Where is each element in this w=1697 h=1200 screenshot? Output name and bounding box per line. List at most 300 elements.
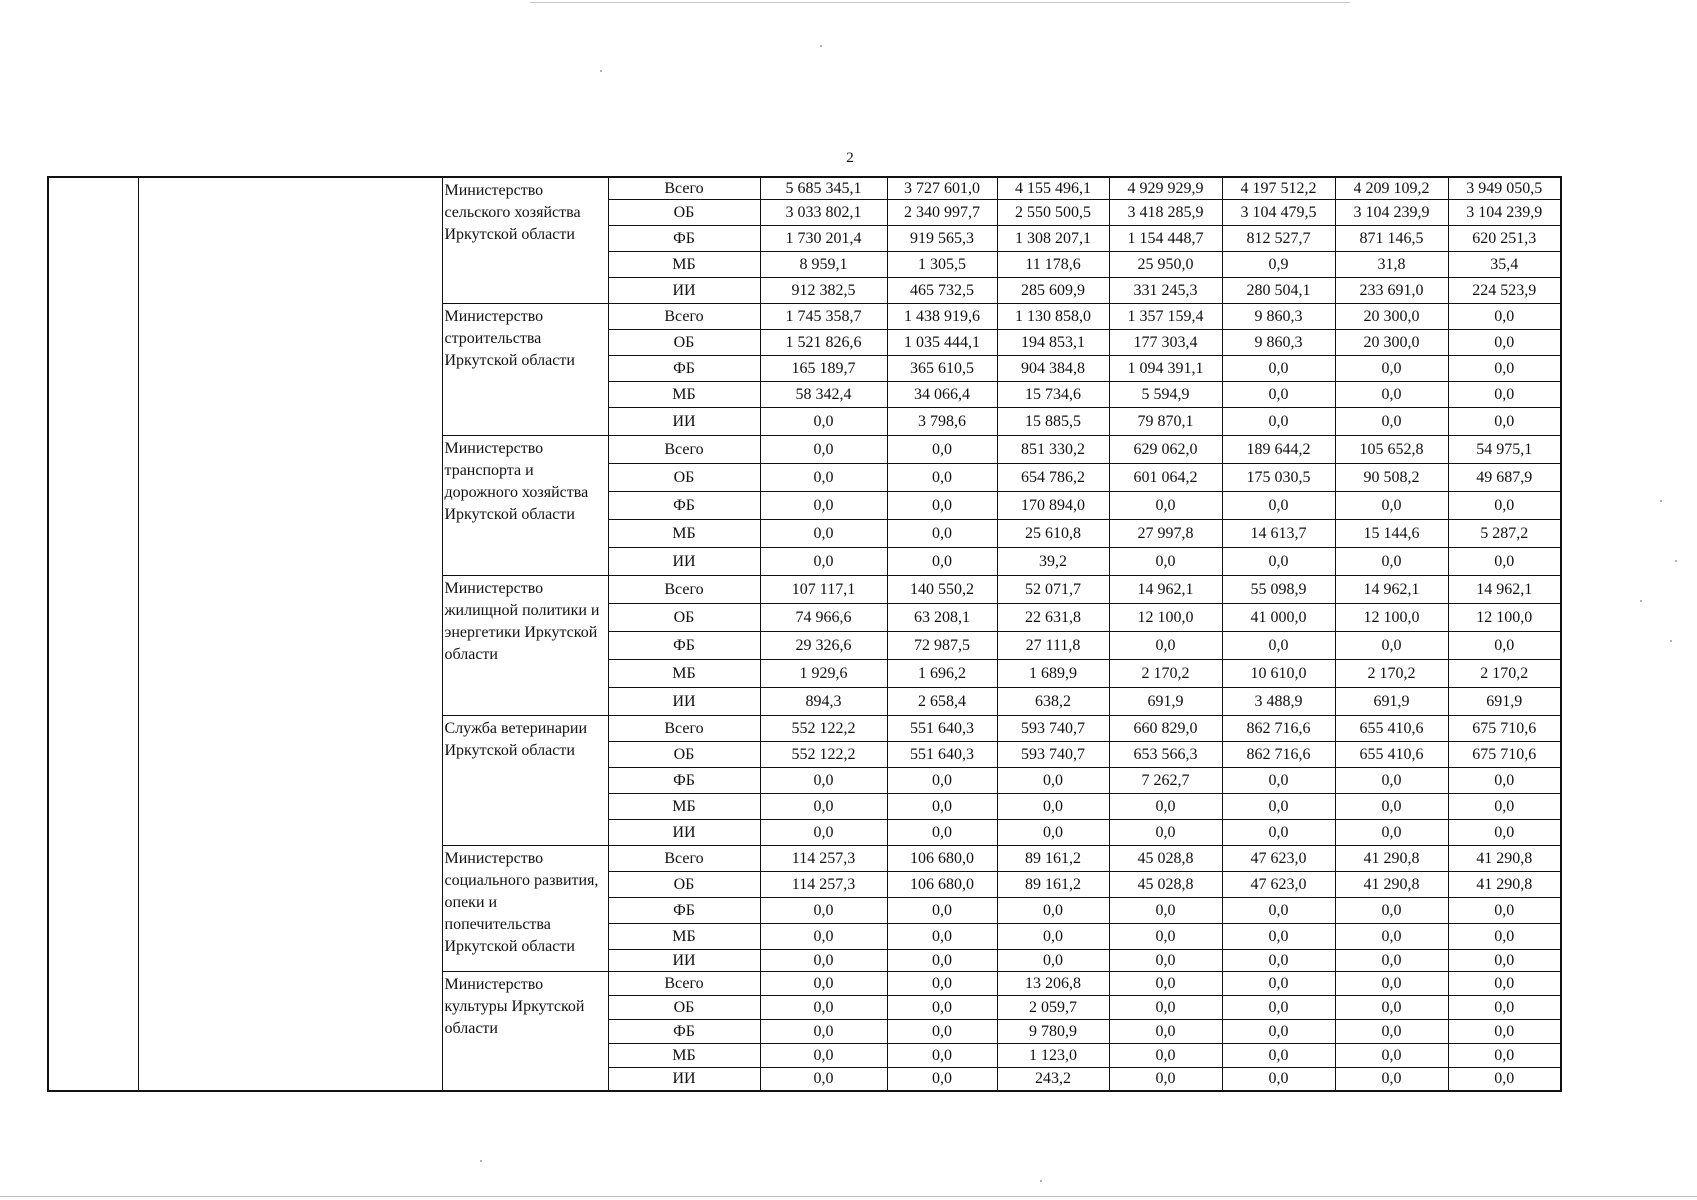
value-cell: 107 117,1: [760, 575, 887, 603]
funding-source-cell: Всего: [608, 303, 760, 329]
funding-source-cell: Всего: [608, 715, 760, 741]
value-cell: 0,0: [1222, 819, 1335, 845]
value-cell: 0,0: [760, 435, 887, 463]
value-cell: 3 488,9: [1222, 687, 1335, 715]
value-cell: 0,0: [1448, 897, 1561, 923]
value-cell: 47 623,0: [1222, 845, 1335, 871]
value-cell: 0,0: [1222, 793, 1335, 819]
value-cell: 1 745 358,7: [760, 303, 887, 329]
value-cell: 89 161,2: [997, 871, 1109, 897]
scan-speck: [600, 70, 602, 72]
value-cell: 0,0: [760, 793, 887, 819]
value-cell: 593 740,7: [997, 715, 1109, 741]
value-cell: 3 798,6: [887, 407, 997, 435]
funding-source-cell: ИИ: [608, 687, 760, 715]
value-cell: 0,0: [887, 1067, 997, 1091]
value-cell: 0,0: [1448, 631, 1561, 659]
value-cell: 0,0: [760, 923, 887, 949]
value-cell: 63 208,1: [887, 603, 997, 631]
value-cell: 0,0: [1109, 1019, 1222, 1043]
value-cell: 551 640,3: [887, 741, 997, 767]
org-name-cell: Министерство строительства Иркутской области: [442, 303, 608, 435]
value-cell: 106 680,0: [887, 845, 997, 871]
value-cell: 0,0: [1335, 491, 1448, 519]
value-cell: 177 303,4: [1109, 329, 1222, 355]
value-cell: 0,0: [1109, 995, 1222, 1019]
value-cell: 0,0: [1335, 381, 1448, 407]
scan-speck: [820, 45, 822, 47]
value-cell: 0,0: [1109, 1067, 1222, 1091]
value-cell: 170 894,0: [997, 491, 1109, 519]
value-cell: 1 521 826,6: [760, 329, 887, 355]
funding-source-cell: МБ: [608, 659, 760, 687]
value-cell: 552 122,2: [760, 741, 887, 767]
value-cell: 0,0: [1448, 949, 1561, 971]
value-cell: 1 689,9: [997, 659, 1109, 687]
value-cell: 114 257,3: [760, 871, 887, 897]
value-cell: 0,0: [1335, 355, 1448, 381]
value-cell: 0,0: [1109, 971, 1222, 995]
value-cell: 4 197 512,2: [1222, 177, 1335, 199]
value-cell: 0,0: [1335, 1067, 1448, 1091]
value-cell: 0,0: [760, 407, 887, 435]
scan-speck: [480, 1160, 482, 1162]
value-cell: 1 696,2: [887, 659, 997, 687]
value-cell: 14 962,1: [1109, 575, 1222, 603]
value-cell: 552 122,2: [760, 715, 887, 741]
value-cell: 9 860,3: [1222, 303, 1335, 329]
value-cell: 0,0: [1335, 793, 1448, 819]
value-cell: 0,0: [760, 491, 887, 519]
value-cell: 2 340 997,7: [887, 199, 997, 225]
funding-source-cell: ОБ: [608, 329, 760, 355]
value-cell: 0,0: [1222, 767, 1335, 793]
value-cell: 0,0: [997, 819, 1109, 845]
value-cell: 0,0: [887, 923, 997, 949]
value-cell: 2 170,2: [1335, 659, 1448, 687]
value-cell: 0,0: [1222, 1067, 1335, 1091]
value-cell: 620 251,3: [1448, 225, 1561, 251]
value-cell: 0,0: [1222, 971, 1335, 995]
value-cell: 41 290,8: [1335, 845, 1448, 871]
value-cell: 675 710,6: [1448, 741, 1561, 767]
value-cell: 25 950,0: [1109, 251, 1222, 277]
scan-edge-line-bottom: [0, 1196, 1697, 1197]
funding-source-cell: ФБ: [608, 897, 760, 923]
value-cell: 862 716,6: [1222, 741, 1335, 767]
value-cell: 551 640,3: [887, 715, 997, 741]
value-cell: 31,8: [1335, 251, 1448, 277]
value-cell: 11 178,6: [997, 251, 1109, 277]
funding-source-cell: ИИ: [608, 819, 760, 845]
value-cell: 41 290,8: [1448, 871, 1561, 897]
value-cell: 39,2: [997, 547, 1109, 575]
value-cell: 331 245,3: [1109, 277, 1222, 303]
value-cell: 0,0: [1109, 1043, 1222, 1067]
value-cell: 105 652,8: [1335, 435, 1448, 463]
value-cell: 27 997,8: [1109, 519, 1222, 547]
value-cell: 0,0: [1335, 971, 1448, 995]
value-cell: 0,0: [1222, 923, 1335, 949]
value-cell: 0,9: [1222, 251, 1335, 277]
value-cell: 1 154 448,7: [1109, 225, 1222, 251]
value-cell: 10 610,0: [1222, 659, 1335, 687]
value-cell: 3 104 239,9: [1335, 199, 1448, 225]
value-cell: 5 685 345,1: [760, 177, 887, 199]
value-cell: 0,0: [760, 995, 887, 1019]
value-cell: 904 384,8: [997, 355, 1109, 381]
value-cell: 0,0: [1448, 995, 1561, 1019]
funding-source-cell: ИИ: [608, 949, 760, 971]
value-cell: 0,0: [887, 793, 997, 819]
value-cell: 593 740,7: [997, 741, 1109, 767]
value-cell: 0,0: [1222, 1019, 1335, 1043]
value-cell: 45 028,8: [1109, 871, 1222, 897]
value-cell: 9 780,9: [997, 1019, 1109, 1043]
value-cell: 280 504,1: [1222, 277, 1335, 303]
value-cell: 14 613,7: [1222, 519, 1335, 547]
funding-source-cell: ИИ: [608, 547, 760, 575]
value-cell: 52 071,7: [997, 575, 1109, 603]
value-cell: 0,0: [1448, 1043, 1561, 1067]
value-cell: 862 716,6: [1222, 715, 1335, 741]
value-cell: 0,0: [887, 897, 997, 923]
scan-speck: [1040, 1180, 1042, 1182]
value-cell: 1 305,5: [887, 251, 997, 277]
value-cell: 0,0: [887, 767, 997, 793]
value-cell: 55 098,9: [1222, 575, 1335, 603]
value-cell: 41 290,8: [1335, 871, 1448, 897]
value-cell: 285 609,9: [997, 277, 1109, 303]
value-cell: 9 860,3: [1222, 329, 1335, 355]
value-cell: 0,0: [760, 1043, 887, 1067]
value-cell: 22 631,8: [997, 603, 1109, 631]
funding-source-cell: МБ: [608, 251, 760, 277]
funding-source-cell: ОБ: [608, 871, 760, 897]
org-name-cell: Служба ветеринарии Иркутской области: [442, 715, 608, 845]
value-cell: 0,0: [1109, 631, 1222, 659]
value-cell: 654 786,2: [997, 463, 1109, 491]
value-cell: 0,0: [1448, 767, 1561, 793]
value-cell: 0,0: [1222, 631, 1335, 659]
value-cell: 35,4: [1448, 251, 1561, 277]
value-cell: 0,0: [1109, 491, 1222, 519]
value-cell: 3 104 239,9: [1448, 199, 1561, 225]
value-cell: 0,0: [1335, 897, 1448, 923]
value-cell: 2 170,2: [1448, 659, 1561, 687]
scan-edge-line-top: [530, 2, 1350, 3]
value-cell: 0,0: [887, 1043, 997, 1067]
value-cell: 0,0: [1222, 1043, 1335, 1067]
value-cell: 4 209 109,2: [1335, 177, 1448, 199]
value-cell: 1 123,0: [997, 1043, 1109, 1067]
value-cell: 2 059,7: [997, 995, 1109, 1019]
value-cell: 14 962,1: [1448, 575, 1561, 603]
value-cell: 0,0: [1448, 303, 1561, 329]
value-cell: 0,0: [997, 923, 1109, 949]
funding-source-cell: ФБ: [608, 631, 760, 659]
value-cell: 0,0: [1448, 1067, 1561, 1091]
value-cell: 0,0: [760, 463, 887, 491]
value-cell: 0,0: [997, 949, 1109, 971]
value-cell: 871 146,5: [1335, 225, 1448, 251]
value-cell: 0,0: [887, 491, 997, 519]
value-cell: 0,0: [997, 767, 1109, 793]
value-cell: 0,0: [1448, 1019, 1561, 1043]
value-cell: 243,2: [997, 1067, 1109, 1091]
funding-source-cell: Всего: [608, 971, 760, 995]
value-cell: 15 734,6: [997, 381, 1109, 407]
value-cell: 20 300,0: [1335, 303, 1448, 329]
value-cell: 0,0: [997, 793, 1109, 819]
value-cell: 0,0: [1335, 923, 1448, 949]
value-cell: 165 189,7: [760, 355, 887, 381]
value-cell: 0,0: [760, 971, 887, 995]
value-cell: 1 357 159,4: [1109, 303, 1222, 329]
value-cell: 675 710,6: [1448, 715, 1561, 741]
value-cell: 0,0: [1448, 793, 1561, 819]
value-cell: 0,0: [1335, 1043, 1448, 1067]
value-cell: 0,0: [1448, 329, 1561, 355]
page-number: 2: [846, 150, 854, 166]
scan-speck: [1675, 560, 1677, 562]
funding-source-cell: ОБ: [608, 603, 760, 631]
value-cell: 0,0: [1222, 355, 1335, 381]
value-cell: 0,0: [1222, 491, 1335, 519]
value-cell: 0,0: [887, 547, 997, 575]
value-cell: 0,0: [1448, 971, 1561, 995]
value-cell: 0,0: [887, 519, 997, 547]
value-cell: 41 290,8: [1448, 845, 1561, 871]
value-cell: 106 680,0: [887, 871, 997, 897]
value-cell: 0,0: [887, 435, 997, 463]
value-cell: 0,0: [1109, 547, 1222, 575]
value-cell: 0,0: [887, 463, 997, 491]
value-cell: 5 594,9: [1109, 381, 1222, 407]
value-cell: 0,0: [760, 897, 887, 923]
value-cell: 1 130 858,0: [997, 303, 1109, 329]
funding-source-cell: ОБ: [608, 199, 760, 225]
value-cell: 12 100,0: [1448, 603, 1561, 631]
value-cell: 638,2: [997, 687, 1109, 715]
value-cell: 15 885,5: [997, 407, 1109, 435]
value-cell: 3 727 601,0: [887, 177, 997, 199]
value-cell: 3 104 479,5: [1222, 199, 1335, 225]
value-cell: 90 508,2: [1335, 463, 1448, 491]
value-cell: 233 691,0: [1335, 277, 1448, 303]
scan-speck: [1640, 600, 1642, 602]
value-cell: 1 035 444,1: [887, 329, 997, 355]
value-cell: 12 100,0: [1335, 603, 1448, 631]
value-cell: 0,0: [760, 767, 887, 793]
value-cell: 1 730 201,4: [760, 225, 887, 251]
value-cell: 74 966,6: [760, 603, 887, 631]
table-row: [48, 177, 1561, 199]
value-cell: 0,0: [1448, 923, 1561, 949]
value-cell: 0,0: [1335, 1019, 1448, 1043]
value-cell: 812 527,7: [1222, 225, 1335, 251]
value-cell: 114 257,3: [760, 845, 887, 871]
value-cell: 0,0: [887, 971, 997, 995]
value-cell: 0,0: [1448, 381, 1561, 407]
empty-number-column: [48, 177, 138, 1091]
value-cell: 691,9: [1335, 687, 1448, 715]
value-cell: 0,0: [1222, 897, 1335, 923]
value-cell: 49 687,9: [1448, 463, 1561, 491]
funding-source-cell: ФБ: [608, 355, 760, 381]
empty-name-column: [138, 177, 442, 1091]
value-cell: 0,0: [1335, 767, 1448, 793]
value-cell: 655 410,6: [1335, 715, 1448, 741]
budget-table: [47, 176, 1562, 1092]
value-cell: 194 853,1: [997, 329, 1109, 355]
value-cell: 0,0: [1222, 949, 1335, 971]
value-cell: 54 975,1: [1448, 435, 1561, 463]
value-cell: 0,0: [1222, 381, 1335, 407]
value-cell: 175 030,5: [1222, 463, 1335, 491]
funding-source-cell: МБ: [608, 519, 760, 547]
value-cell: 34 066,4: [887, 381, 997, 407]
value-cell: 0,0: [1448, 491, 1561, 519]
value-cell: 89 161,2: [997, 845, 1109, 871]
value-cell: 912 382,5: [760, 277, 887, 303]
scan-speck: [1660, 500, 1662, 502]
value-cell: 2 170,2: [1109, 659, 1222, 687]
value-cell: 365 610,5: [887, 355, 997, 381]
value-cell: 0,0: [760, 1019, 887, 1043]
value-cell: 0,0: [1335, 949, 1448, 971]
value-cell: 3 033 802,1: [760, 199, 887, 225]
org-name-cell: Министерство транспорта и дорожного хозяйства Иркутской области: [442, 435, 608, 575]
value-cell: 58 342,4: [760, 381, 887, 407]
value-cell: 0,0: [1335, 547, 1448, 575]
value-cell: 0,0: [1335, 819, 1448, 845]
funding-source-cell: ФБ: [608, 225, 760, 251]
funding-source-cell: ИИ: [608, 277, 760, 303]
value-cell: 851 330,2: [997, 435, 1109, 463]
value-cell: 1 438 919,6: [887, 303, 997, 329]
value-cell: 15 144,6: [1335, 519, 1448, 547]
value-cell: 0,0: [1109, 793, 1222, 819]
value-cell: 45 028,8: [1109, 845, 1222, 871]
org-name-cell: Министерство культуры Иркутской области: [442, 971, 608, 1091]
value-cell: 0,0: [1448, 547, 1561, 575]
value-cell: 0,0: [1448, 407, 1561, 435]
funding-source-cell: ФБ: [608, 491, 760, 519]
value-cell: 25 610,8: [997, 519, 1109, 547]
org-name-cell: Министерство жилищной политики и энергетики Иркутской области: [442, 575, 608, 715]
value-cell: 0,0: [760, 819, 887, 845]
funding-source-cell: Всего: [608, 575, 760, 603]
funding-source-cell: ИИ: [608, 407, 760, 435]
value-cell: 1 094 391,1: [1109, 355, 1222, 381]
value-cell: 41 000,0: [1222, 603, 1335, 631]
value-cell: 465 732,5: [887, 277, 997, 303]
value-cell: 601 064,2: [1109, 463, 1222, 491]
value-cell: 0,0: [1109, 897, 1222, 923]
value-cell: 0,0: [1448, 819, 1561, 845]
value-cell: 629 062,0: [1109, 435, 1222, 463]
funding-source-cell: ИИ: [608, 1067, 760, 1091]
value-cell: 79 870,1: [1109, 407, 1222, 435]
value-cell: 2 658,4: [887, 687, 997, 715]
funding-source-cell: МБ: [608, 381, 760, 407]
funding-source-cell: Всего: [608, 177, 760, 199]
scan-speck: [1670, 640, 1672, 642]
value-cell: 72 987,5: [887, 631, 997, 659]
value-cell: 2 550 500,5: [997, 199, 1109, 225]
value-cell: 691,9: [1109, 687, 1222, 715]
value-cell: 20 300,0: [1335, 329, 1448, 355]
value-cell: 0,0: [1448, 355, 1561, 381]
funding-source-cell: Всего: [608, 845, 760, 871]
value-cell: 0,0: [1109, 923, 1222, 949]
value-cell: 140 550,2: [887, 575, 997, 603]
value-cell: 0,0: [1335, 631, 1448, 659]
value-cell: 0,0: [1335, 407, 1448, 435]
value-cell: 660 829,0: [1109, 715, 1222, 741]
funding-source-cell: Всего: [608, 435, 760, 463]
value-cell: 4 155 496,1: [997, 177, 1109, 199]
value-cell: 0,0: [1222, 995, 1335, 1019]
funding-source-cell: ФБ: [608, 1019, 760, 1043]
value-cell: 919 565,3: [887, 225, 997, 251]
funding-source-cell: ОБ: [608, 995, 760, 1019]
value-cell: 224 523,9: [1448, 277, 1561, 303]
value-cell: 47 623,0: [1222, 871, 1335, 897]
value-cell: 7 262,7: [1109, 767, 1222, 793]
value-cell: 8 959,1: [760, 251, 887, 277]
funding-source-cell: ОБ: [608, 463, 760, 491]
org-name-cell: Министерство социального развития, опеки и попечительства Иркутской области: [442, 845, 608, 971]
value-cell: 12 100,0: [1109, 603, 1222, 631]
value-cell: 0,0: [887, 819, 997, 845]
funding-source-cell: МБ: [608, 1043, 760, 1067]
value-cell: 0,0: [760, 1067, 887, 1091]
value-cell: 0,0: [760, 519, 887, 547]
value-cell: 0,0: [887, 995, 997, 1019]
value-cell: 0,0: [760, 949, 887, 971]
value-cell: 3 418 285,9: [1109, 199, 1222, 225]
funding-source-cell: ФБ: [608, 767, 760, 793]
value-cell: 5 287,2: [1448, 519, 1561, 547]
funding-source-cell: ОБ: [608, 741, 760, 767]
value-cell: 27 111,8: [997, 631, 1109, 659]
value-cell: 0,0: [1222, 547, 1335, 575]
value-cell: 1 929,6: [760, 659, 887, 687]
value-cell: 189 644,2: [1222, 435, 1335, 463]
value-cell: 0,0: [760, 547, 887, 575]
org-name-cell: Министерство сельского хозяйства Иркутской области: [442, 177, 608, 303]
value-cell: 3 949 050,5: [1448, 177, 1561, 199]
value-cell: 0,0: [1222, 407, 1335, 435]
value-cell: 0,0: [887, 1019, 997, 1043]
value-cell: 0,0: [1335, 995, 1448, 1019]
value-cell: 0,0: [1109, 819, 1222, 845]
value-cell: 894,3: [760, 687, 887, 715]
value-cell: 0,0: [997, 897, 1109, 923]
value-cell: 29 326,6: [760, 631, 887, 659]
value-cell: 4 929 929,9: [1109, 177, 1222, 199]
value-cell: 13 206,8: [997, 971, 1109, 995]
value-cell: 14 962,1: [1335, 575, 1448, 603]
value-cell: 0,0: [887, 949, 997, 971]
funding-source-cell: МБ: [608, 923, 760, 949]
value-cell: 655 410,6: [1335, 741, 1448, 767]
value-cell: 0,0: [1109, 949, 1222, 971]
value-cell: 691,9: [1448, 687, 1561, 715]
funding-source-cell: МБ: [608, 793, 760, 819]
